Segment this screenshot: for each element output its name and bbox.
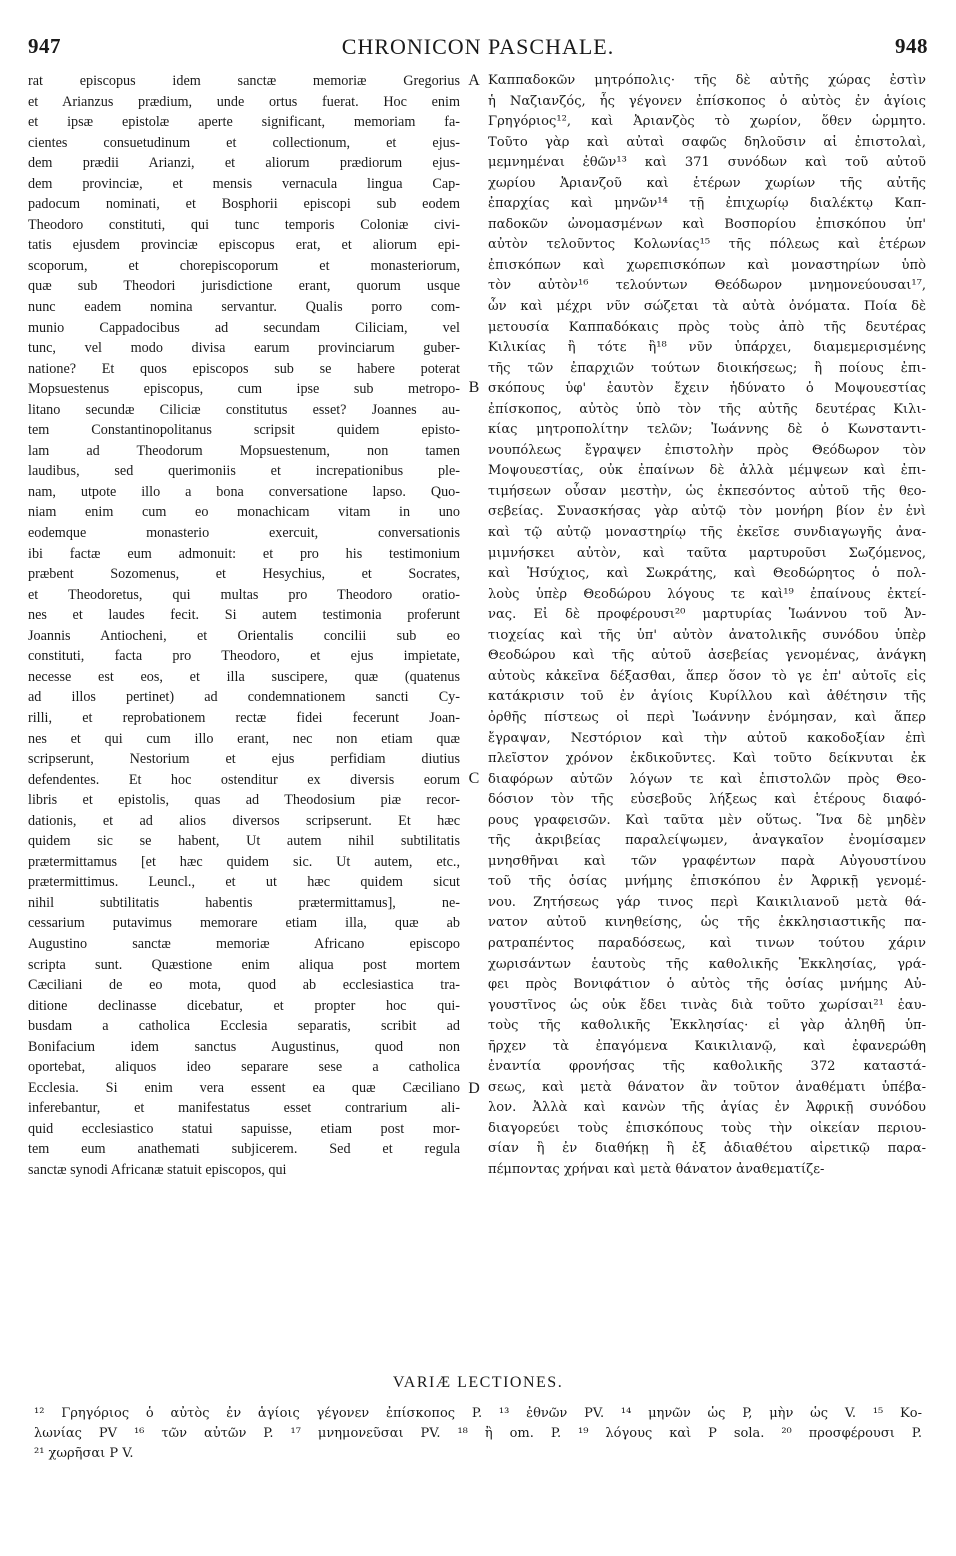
latin-text-line: padocum nominati, et Bosphorii episcopi sub eodem — [28, 196, 460, 213]
latin-text-line: nes et laudes fecit. Si autem testimonia proferunt — [28, 607, 460, 624]
page-header — [24, 34, 932, 68]
latin-text-line: constituti, facta pro Theodoro, et ejus impietate, — [28, 648, 460, 665]
latin-text-line: tem eum anathemati subjicerem. Sed et regula — [28, 1141, 460, 1158]
greek-text-line: λοὺς ὑπὲρ Θεοδώρου λόγους τε καὶ¹⁹ ἐπαίνους ἐκτεί- — [488, 586, 926, 602]
greek-text-line: πέμποντας χρήναι καὶ μετὰ θάνατον ἀναθεματίζε- — [488, 1161, 825, 1177]
greek-text-line: ἐπισκόπων καὶ χωρεπισκόπων καὶ μοναστηρίων ὑπὸ — [488, 257, 926, 273]
latin-text-line: defendentes. Et hoc ostenditur ex diversis eorum — [28, 771, 460, 788]
greek-text-line: τῆς ἀκριβείας παραλείψωμεν, ἀναγκαῖον ἐνομίσαμεν — [488, 833, 926, 849]
latin-text-line: ditione declinasse dicebatur, et propter hoc qui- — [28, 997, 460, 1014]
greek-text-line: μνησθῆναι καὶ τῶν γραφέντων παρὰ Αὐγουστίνου — [488, 853, 926, 869]
latin-text-line: præbent Sozomenus, et Hesychius, et Socrates, — [28, 566, 460, 583]
variant-reading-line: ²¹ χωρῆσαι P V. — [34, 1446, 134, 1461]
latin-text-line: tunc, vel modo divisa earum provinciarum guber- — [28, 340, 460, 357]
margin-letter-b: B — [468, 379, 480, 396]
greek-text-line: ἐπίσκοπος, αὐτὸς ὑπὸ τὸν τῆς αὐτῆς δευτέρας Κιλι- — [488, 401, 926, 417]
latin-text-line: ibi factæ eum admonuit: et pro his testimonium — [28, 545, 460, 562]
greek-text-line: σεως, καὶ μετὰ θάνατον ἂν τοῦτον ἀναθέματι ὑπέβα- — [488, 1079, 926, 1095]
greek-text-line: φει πρὸς Βονιφάτιον ὁ αὐτὸς τῆς ὁσίας μνήμης Αὐ- — [488, 977, 926, 993]
latin-text-line: eodemque monasterio exercuit, conversationis — [28, 525, 460, 542]
greek-text-line: τοὺς τῆς καθολικῆς Ἐκκλησίας· εἰ γὰρ ἀληθῆ ὑπ- — [488, 1018, 926, 1034]
latin-text-line: quidem sic se habent, Ut autem nihil subtilitatis — [28, 833, 460, 850]
latin-text-line: prætermittimus. Leuncl., et ut hæc quidem sicut — [28, 874, 460, 891]
greek-text-line: ὧν καὶ μέχρι νῦν σώζεται τὰ αὐτὰ ὀνόματα. Ποία δὲ — [488, 299, 926, 315]
latin-text-line: busdam a catholica Ecclesia separatis, scribit ad — [28, 1018, 460, 1035]
latin-text-line: oportebat, aliquos ideo separare sese a catholica — [28, 1059, 460, 1076]
latin-text-line: nihil subtilitatis habentis prætermittamus], ne- — [28, 894, 460, 911]
greek-text-line: δόσιον τὸν τῆς εὐσεβοῦς λήξεως καὶ ἑτέρους διαφό- — [488, 792, 926, 808]
latin-text-line: rat episcopus idem sanctæ memoriæ Gregorius — [28, 73, 460, 89]
latin-text-line: scripta sunt. Quæstione enim aliqua post mortem — [28, 956, 460, 973]
latin-text-line: Augustino sanctæ memoriæ Africano episcopo — [28, 935, 460, 952]
right-page-number: 948 — [895, 34, 928, 58]
latin-text-line: Ecclesia. Si enim vera essent ea quæ Cæciliano — [28, 1079, 460, 1096]
latin-text-line: prætermittamus [et hæc quidem sic. Ut autem, etc., — [28, 853, 460, 870]
greek-column — [488, 71, 926, 1362]
greek-text-line: νου. Ζητήσεως γάρ τινος περὶ Καικιλιανοῦ μετὰ θά- — [488, 894, 926, 910]
latin-text-line: dem prædii Arianzi, et aliorum prædiorum ejus- — [28, 155, 460, 172]
latin-text-line: necesse est eos, et illa suscipere, quæ (quatenus — [28, 668, 460, 685]
latin-text-line: et ipsæ epistolæ aperte significant, memoriam fa- — [28, 114, 460, 131]
greek-text-line: ἡ Ναζιανζός, ἧς γέγονεν ἐπίσκοπος ὁ αὐτὸς ἐν ἁγίοις — [488, 93, 926, 109]
latin-text-line: dationis, et ad alios diversos scripserunt. Et hæc — [28, 812, 460, 829]
latin-text-line: inferebantur, et manifestatus esset contrarium ali- — [28, 1100, 460, 1117]
greek-text-line: κατάκρισιν τοῦ ἐν ἁγίοις Κυρίλλου καὶ ἀθέτησιν τῆς — [488, 689, 926, 705]
greek-text-line: ἔγραψαν, Νεστόριον καὶ τὴν αὐτοῦ κακοδοξίαν ἐπὶ — [488, 730, 926, 746]
latin-text-line: nunc eadem nomina servantur. Qualis porro com- — [28, 299, 460, 316]
greek-text-line: σκόπους ὑφ' ἑαυτὸν ἔχειν ἠδύνατο ὁ Μοψουεστίας — [488, 381, 926, 397]
latin-text-line: cientes consuetudinum et collectionum, et ejus- — [28, 134, 460, 151]
latin-text-line: scripserunt, Nestorium et ejus perfidiam diutius — [28, 751, 460, 768]
greek-text-line: διαγορεύει τοὺς ἐπισκόπους τοὺς τὴν οἰκείαν περιου- — [488, 1120, 926, 1136]
greek-text-line: κίας μητροπολίτην τελῶν; Ἰωάννης δὲ ὁ Κωνσταντι- — [488, 422, 926, 438]
latin-text-line: scoporum, et chorepiscoporum et monasteriorum, — [28, 257, 460, 274]
latin-text-line: munio Cappadocibus ad secundam Ciliciam, vel — [28, 319, 460, 336]
latin-text-line: Mopsuestenus episcopus, cum ipse sub metropo- — [28, 381, 460, 398]
latin-text-line: Cæciliani de eo mota, quod ab ecclesiastica tra- — [28, 977, 460, 994]
running-title: CHRONICON PASCHALE. — [341, 34, 615, 59]
latin-text-line: Bonifacium idem sanctus Augustinus, quod non — [28, 1038, 460, 1055]
greek-text-line: ρατραπέντος παραδόσεως, καὶ τινων τούτου χάριν — [488, 935, 926, 951]
latin-text-line: cessarium putavimus memorare etiam illa, quæ ab — [28, 915, 460, 932]
greek-text-line: ῆρχεν τὰ ἐπαγόμενα Καικιλιανῷ, καὶ ἐφανερώθη — [488, 1038, 926, 1054]
latin-text-line: quid ecclesiastico statui sapuisse, etiam post mor- — [28, 1120, 460, 1137]
greek-text-line: γουστῖνος ὡς οὐκ ἔδει τινὰς διὰ τοῦτο χωρίσαι²¹ ἑαυ- — [488, 997, 926, 1013]
greek-text-line: νατον αὐτοῦ κινηθείσης, ὡς τῆς ἐκκλησιαστικῆς πα- — [488, 915, 926, 931]
greek-text-line: ἐναντία φρονήσας τῆς καθολικῆς 372 καταστά- — [488, 1059, 926, 1075]
greek-text-line: νουπόλεως ἔγραψεν ἐπιστολὴν πρὸς Θεόδωρον τὸν — [488, 442, 926, 458]
greek-text-line: μεμνημέναι ἐθῶν¹³ καὶ 371 συνόδων καὶ τοῦ αὐτοῦ — [488, 155, 926, 171]
latin-text-line: tatis ejusdem provinciæ episcopus erat, et aliorum epi- — [28, 237, 460, 254]
greek-text-line: Μοψουεστίας, οὐκ ἐπαίνων δὲ ἀλλὰ μέμψεων καὶ ἐπι- — [488, 463, 926, 479]
latin-text-line: tem Constantinopolitanus scripsit quidem episto- — [28, 422, 460, 439]
greek-text-line: Θεοδώρου καὶ τῆς αὐτοῦ ἀσεβείας γενομένας, ἀνάγκη — [488, 648, 926, 664]
latin-text-line: Joannis Antiocheni, et Orientalis concilii sub eo — [28, 627, 460, 644]
greek-text-line: σεβείας. Συνασκήσας γὰρ αὐτῷ τὸν μονήρη βίον ἐν ἑνὶ — [488, 504, 926, 520]
greek-text-line: καὶ Ἡσύχιος, καὶ Σωκράτης, καὶ Θεοδώρητος ὁ πολ- — [488, 566, 926, 582]
latin-text-line: et Theodoretus, qui multas pro Theodoro oratio- — [28, 586, 460, 603]
greek-text-line: Τοῦτο γὰρ καὶ αὐταὶ σαφῶς δηλοῦσιν αἱ ἐπιστολαὶ, — [488, 134, 926, 150]
greek-text-line: ὀρθῆς πίστεως οἱ περὶ Ἰωάννην ἐνόμησαν, καὶ ἅπερ — [488, 709, 926, 725]
latin-text-line: lam ad Theodorum Mopsuestenum, non tamen — [28, 442, 460, 459]
margin-letter-a: A — [468, 72, 480, 89]
greek-text-line: Κιλικίας ἢ τότε ἢ¹⁸ νῦν ὑπάρχει, διαμεμερισμένης — [488, 340, 926, 356]
greek-text-line: Γρηγόριος¹², καὶ Ἀριανζὸς τὸ χωρίον, ὅθεν ὡρμητο. — [488, 114, 926, 130]
latin-text-line: ad illos pertinet) ad condemnationem sancti Cy- — [28, 689, 460, 706]
latin-text-line: Theodoro constituti, qui tunc temporis Coloniæ civi- — [28, 216, 460, 233]
latin-column — [28, 71, 460, 1362]
greek-text-line: διαφόρων αὐτῶν λόγων τε καὶ ἐπιστολῶν πρὸς Θεο- — [488, 771, 926, 787]
latin-text-line: libris et epistolis, quas ad Theodosium piæ recor- — [28, 792, 460, 809]
greek-text-line: τιμήσεων οὖσαν μεστὴν, ὡς ἐκπεσόντος αὐτοῦ τῆς θεο- — [488, 483, 926, 499]
variae-lectiones-notes — [34, 1404, 922, 1464]
latin-text-line: natione? Et quos episcopos sub se habere poterat — [28, 360, 460, 377]
latin-text-line: litano secundæ Ciliciæ constitutus esset? Joannes au- — [28, 401, 460, 418]
latin-text-line: et Arianzus prædium, unde ortus fuerat. Hoc enim — [28, 93, 460, 110]
greek-text-line: χωρίου Ἀριανζοῦ καὶ ἑτέρων χωρίων τῆς αὐτῆς — [488, 175, 926, 191]
greek-text-line: παδοκῶν ὠνομασμένων καὶ Βοσπορίου ἐπισκόπου ὑπ' — [488, 216, 926, 232]
latin-text-line: quæ sub Theodori jurisdictione erant, quorum usque — [28, 278, 460, 295]
greek-text-line: Καππαδοκῶν μητρόπολις· τῆς δὲ αὐτῆς χώρας ἐστὶν — [488, 73, 926, 88]
variant-reading-line: ¹² Γρηγόριος ὁ αὐτὸς ἐν ἁγίοις γέγονεν ἐπίσκοπος P. ¹³ ἐθνῶν PV. ¹⁴ μηνῶν ὡς P, μὴν ὡς V. ¹⁵ Κο- — [34, 1406, 922, 1421]
variae-lectiones-title: VARIÆ LECTIONES. — [392, 1374, 564, 1391]
latin-text-line: dem provinciæ, et mensis vernacula lingua Cap- — [28, 175, 460, 192]
margin-letter-d: D — [468, 1080, 480, 1097]
greek-text-line: τὸν αὐτὸν¹⁶ τελούντων Θεόδωρον μνημονεύουσαι¹⁷, — [488, 278, 926, 294]
greek-text-line: ἐπαρχίας καὶ μηνῶν¹⁴ τῇ ἐπιχωρίῳ διαλέκτῳ Καπ- — [488, 196, 926, 212]
greek-text-line: λον. Ἀλλὰ καὶ κανὼν τῆς ἁγίας ἐν Ἀφρικῇ συνόδου — [488, 1100, 926, 1116]
greek-text-line: τῆς τῶν ἐπαρχιῶν τούτων διοικήσεως; ἢ ποίους ἐπι- — [488, 360, 926, 376]
latin-text-line: nam, utpote illo a bona conversatione lapso. Quo- — [28, 483, 460, 500]
greek-text-line: νας. Εἰ δὲ προφέρουσι²⁰ μαρτυρίας Ἰωάννου τοῦ Ἀν- — [488, 607, 926, 623]
greek-text-line: αὐτοὺς κἀκεῖνα δέξασθαι, ἅπερ ὅσον τὸ γε ἐπ' αὐτοῖς εἰς — [488, 668, 926, 684]
greek-text-line: καὶ τῷ αὐτῷ μοναστηρίῳ τῆς ἐκεῖσε συνδιαγωγῆς ἀνα- — [488, 525, 926, 541]
greek-text-line: μιμνήσκει αὐτὸν, καὶ ταῦτα μαρτυροῦσι Σωζόμενος, — [488, 545, 926, 561]
margin-letter-c: C — [468, 770, 480, 787]
variant-reading-line: λωνίας PV ¹⁶ τῶν αὐτῶν P. ¹⁷ μνημονεῦσαι PV. ¹⁸ ἢ om. P. ¹⁹ λόγους καὶ P sola. ²⁰ προσφέρουσι P. — [34, 1426, 922, 1441]
latin-text-line: laudibus, sed querimoniis et increpationibus ple- — [28, 463, 460, 480]
latin-text-line: sanctæ synodi Africanæ statuit episcopos, qui — [28, 1161, 287, 1178]
greek-text-line: χωρισάντων ἑαυτοὺς τῆς καθολικῆς Ἐκκλησίας, γρά- — [488, 956, 926, 972]
greek-text-line: σίαν ἢ ἐν διαθήκῃ ἢ ἐξ ἀδιαθέτου αἱρετικῷ παρα- — [488, 1141, 926, 1157]
greek-text-line: τοῦ τῆς ὁσίας μνήμης ἐπισκόπου ἐν Ἀφρικῇ γενομέ- — [488, 874, 926, 890]
left-page-number: 947 — [28, 34, 61, 58]
greek-text-line: ρους γραφεισῶν. Καὶ ταῦτα μὲν οὕτως. Ἵνα δὲ μηδὲν — [488, 812, 926, 828]
latin-text-line: niam enim cum eo monachicam vitam in uno — [28, 504, 460, 521]
greek-text-line: πλεῖστον χρόνον ἐκδικοῦντες. Καὶ τοῦτο δείκνυται ἐκ — [488, 751, 926, 767]
latin-text-line: nes et qui cum illo erant, nec non etiam quæ — [28, 730, 460, 747]
greek-text-line: μετουσία Καππαδόκαις πρὸς τοὺς ἀπὸ τῆς δευτέρας — [488, 319, 926, 335]
latin-text-line: rilli, et reprobationem rectæ fidei fecerunt Joan- — [28, 709, 460, 726]
greek-text-line: αὐτὸν τελοῦντος Κολωνίας¹⁵ τῆς πόλεως καὶ ἑτέρων — [488, 237, 926, 253]
greek-text-line: τιοχείας καὶ τῆς ὑπ' αὐτὸν ἀνατολικῆς συνόδου ὑπὲρ — [488, 627, 926, 643]
